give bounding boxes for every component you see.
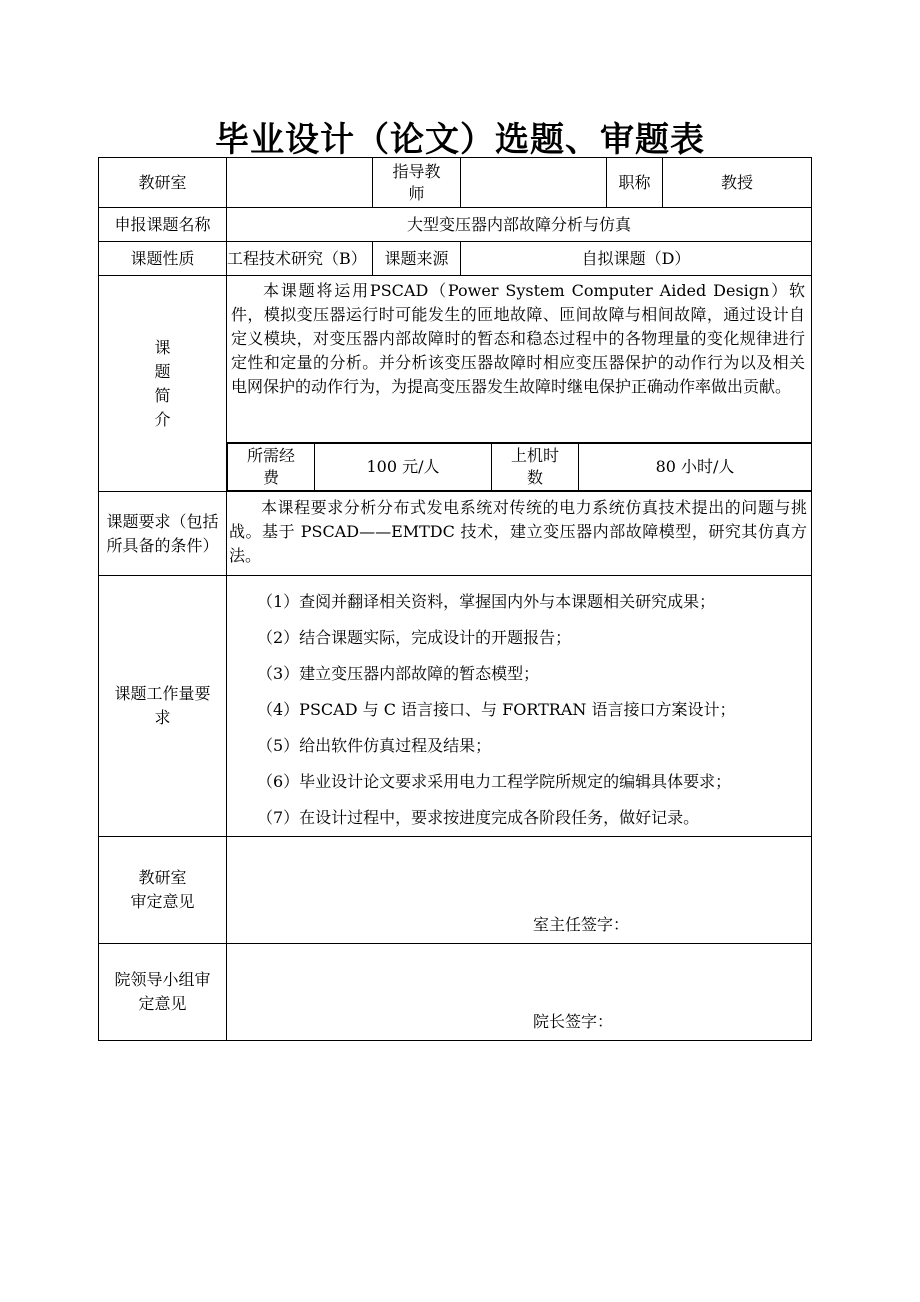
advisor-label-text: 指导教师	[392, 161, 441, 203]
intro-label-char: 简	[154, 385, 171, 405]
funds-label	[228, 444, 315, 491]
row-topic	[99, 208, 812, 242]
row-workload	[99, 576, 812, 837]
row-college-review	[99, 944, 812, 1041]
row-requirements	[99, 492, 812, 576]
workload-item: （6）毕业设计论文要求采用电力工程学院所规定的编辑具体要求；	[257, 772, 732, 791]
machine-hours-value: 80 小时/人	[579, 444, 812, 491]
workload-label: 课题工作量要求	[99, 576, 227, 837]
department-label: 教研室	[99, 158, 227, 208]
approval-form-table	[98, 157, 812, 1041]
advisor-label	[373, 158, 461, 208]
rank-value: 教授	[663, 158, 812, 208]
row-nature	[99, 242, 812, 276]
row-department	[99, 158, 812, 208]
dept-head-signature-label: 室主任签字：	[533, 915, 630, 934]
source-value: 自拟课题（D）	[461, 242, 812, 276]
workload-item: （5）给出软件仿真过程及结果；	[257, 736, 492, 755]
topic-label: 申报课题名称	[99, 208, 227, 242]
requirements-text: 本课程要求分析分布式发电系统对传统的电力系统仿真技术提出的问题与挑战。基于 PSCAD——EMTDC 技术，建立变压器内部故障模型，研究其仿真方法。	[227, 492, 812, 576]
college-review-label-line2: 定意见	[138, 994, 187, 1013]
intro-content	[227, 276, 812, 492]
intro-label	[99, 276, 227, 492]
nature-value: 工程技术研究（B）	[227, 242, 373, 276]
workload-item: （3）建立变压器内部故障的暂态模型；	[257, 664, 540, 683]
funds-label-text: 所需经费	[246, 446, 295, 487]
dean-signature-label: 院长签字：	[533, 1012, 614, 1031]
workload-item: （1）查阅并翻译相关资料，掌握国内外与本课题相关研究成果；	[257, 592, 716, 611]
intro-label-char: 课	[154, 337, 171, 357]
college-review-label-line1: 院领导小组审	[114, 970, 211, 989]
row-intro	[99, 276, 812, 492]
college-review-label	[99, 944, 227, 1041]
workload-item: （4）PSCAD 与 C 语言接口、与 FORTRAN 语言接口方案设计；	[257, 700, 736, 719]
funds-value: 100 元/人	[315, 444, 492, 491]
rank-label: 职称	[607, 158, 663, 208]
department-value-field[interactable]	[227, 158, 373, 208]
college-review-field[interactable]	[227, 944, 812, 1041]
machine-hours-label	[492, 444, 579, 491]
dept-review-label-line2: 审定意见	[130, 892, 195, 911]
intro-resources-table	[227, 443, 811, 491]
source-label: 课题来源	[373, 242, 461, 276]
row-dept-review	[99, 837, 812, 944]
dept-review-label	[99, 837, 227, 944]
advisor-value-field[interactable]	[461, 158, 607, 208]
requirements-label: 课题要求（包括所具备的条件）	[99, 492, 227, 576]
dept-review-field[interactable]	[227, 837, 812, 944]
machine-hours-label-text: 上机时数	[510, 446, 559, 487]
workload-item: （7）在设计过程中，要求按进度完成各阶段任务，做好记录。	[257, 808, 700, 827]
workload-list	[227, 576, 812, 837]
workload-item: （2）结合课题实际，完成设计的开题报告；	[257, 628, 572, 647]
topic-value: 大型变压器内部故障分析与仿真	[227, 208, 812, 242]
intro-label-char: 介	[154, 409, 171, 429]
nature-label: 课题性质	[99, 242, 227, 276]
page-title: 毕业设计（论文）选题、审题表	[215, 120, 705, 160]
intro-label-char: 题	[154, 361, 171, 381]
intro-text: 本课题将运用PSCAD（Power System Computer Aided Design）软件，模拟变压器运行时可能发生的匝地故障、匝间故障与相间故障，通过设计自定义模块，对变压器内部故障时的暂态和稳态过程中的各物理量的变化规律进行定性和定量的分析。并分析该变压器故障时相应变压器保护的动作行为以及相关电网保护的动作行为，为提高变压器发生故障时继电保护正确动作率做出贡献。	[227, 276, 811, 443]
dept-review-label-line1: 教研室	[138, 868, 187, 887]
